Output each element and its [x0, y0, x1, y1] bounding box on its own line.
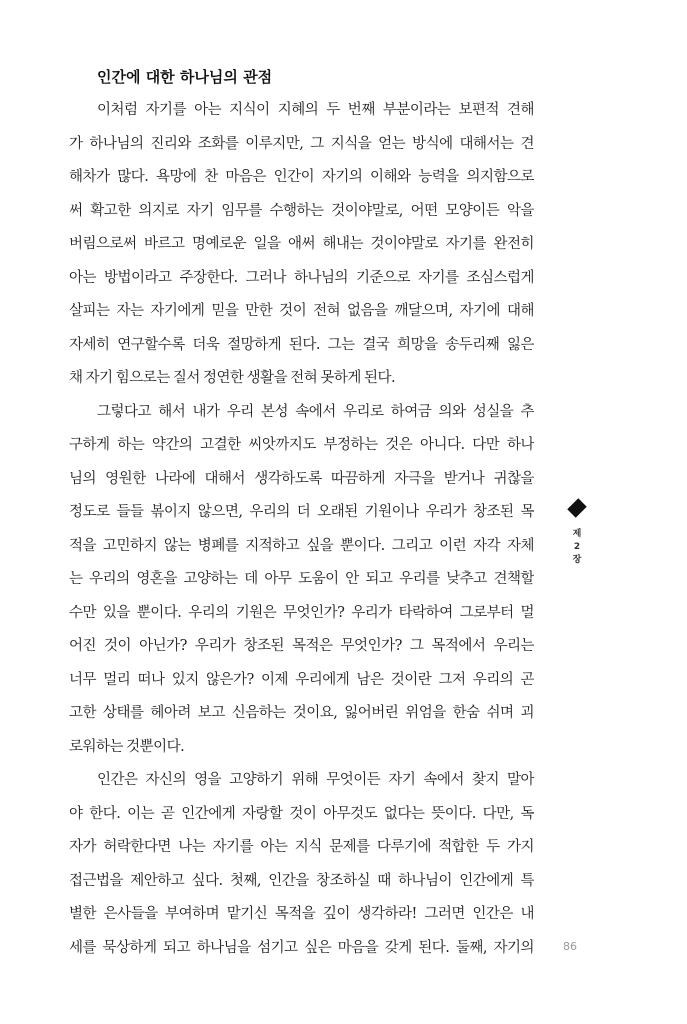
text-line: 이처럼 자기를 아는 지식이 지혜의 두 번째 부분이라는 보편적 견해 [97, 102, 534, 118]
text-line: 수만 있을 뿐이다. 우리의 기원은 무엇인가? 우리가 타락하여 그로부터 멀 [69, 604, 534, 621]
text-line: 정도로 들들 볶이지 않으면, 우리의 더 오래된 기원이나 우리가 창조된 목 [69, 504, 534, 520]
text-line: 어진 것이 아닌가? 우리가 창조된 목적은 무엇인가? 그 목적에서 우리는 [69, 638, 534, 654]
text-line: 그렇다고 해서 내가 우리 본성 속에서 우리로 하여금 의와 성실을 추 [97, 403, 534, 420]
chapter-label-char: 2 [573, 542, 581, 552]
chapter-label-char: 제 [572, 529, 582, 539]
chapter-tab [566, 500, 588, 567]
text-line: 버림으로써 바르고 명예로운 일을 애써 해내는 것이야말로 자기를 완전히 [69, 236, 534, 252]
text-line: 가 하나님의 진리와 조화를 이루지만, 그 지식을 얻는 방식에 대해서는 견 [69, 135, 534, 152]
text-line: 인간은 자신의 영을 고양하기 위해 무엇이든 자기 속에서 찾지 말아 [97, 772, 534, 788]
text-line: 고한 상태를 헤아려 보고 신음하는 것이요, 잃어버린 위엄을 한숨 쉬며 괴 [69, 705, 534, 721]
page-number: 86 [563, 940, 577, 953]
text-line: 해차가 많다. 욕망에 찬 마음은 인간이 자기의 이해와 능력을 의지함으로 [69, 169, 534, 185]
text-line: 살피는 자는 자기에게 믿을 만한 것이 전혀 없음을 깨달으며, 자기에 대해 [69, 303, 534, 319]
text-line: 너무 멀리 떠나 있지 않은가? 이제 우리에게 남은 것이란 그저 우리의 곤 [69, 671, 534, 688]
body-text [69, 94, 534, 965]
text-line: 적을 고민하지 않는 병폐를 지적하고 싶을 뿐이다. 그리고 이런 자각 자체 [69, 537, 534, 554]
text-line: 세를 묵상하게 되고 하나님을 섬기고 싶은 마음을 갖게 된다. 둘째, 자기의 [69, 939, 534, 956]
text-line: 는 우리의 영혼을 고양하는 데 아무 도움이 안 되고 우리를 낮추고 견책할 [69, 571, 534, 587]
text-line: 로워하는 것뿐이다. [69, 738, 185, 755]
text-line: 별한 은사들을 부여하며 맡기신 목적을 깊이 생각하라! 그러면 인간은 내 [69, 906, 534, 922]
text-line: 자세히 연구할수록 더욱 절망하게 된다. 그는 결국 희망을 송두리째 잃은 [69, 336, 534, 353]
text-line: 채 자기 힘으로는 질서 정연한 생활을 전혀 못하게 된다. [69, 370, 396, 386]
text-line: 님의 영원한 나라에 대해서 생각하도록 따끔하게 자극을 받거나 귀찮을 [69, 470, 534, 487]
section-heading: 인간에 대한 하나님의 관점 [97, 68, 273, 86]
diamond-icon [567, 498, 587, 518]
chapter-label-char: 장 [572, 555, 582, 565]
text-line: 써 확고한 의지로 자기 임무를 수행하는 것이야말로, 어떤 모양이든 악을 [69, 202, 534, 219]
text-line: 자가 허락한다면 나는 자기를 아는 지식 문제를 다루기에 적합한 두 가지 [69, 839, 534, 855]
text-line: 야 한다. 이는 곧 인간에게 자랑할 것이 아무것도 없다는 뜻이다. 다만, 독 [69, 805, 534, 822]
text-line: 구하게 하는 약간의 고결한 씨앗까지도 부정하는 것은 아니다. 다만 하나 [69, 437, 534, 453]
text-line: 접근법을 제안하고 싶다. 첫째, 인간을 창조하실 때 하나님이 인간에게 특 [69, 872, 534, 889]
text-line: 아는 방법이라고 주장한다. 그러나 하나님의 기준으로 자기를 조심스럽게 [69, 269, 534, 286]
